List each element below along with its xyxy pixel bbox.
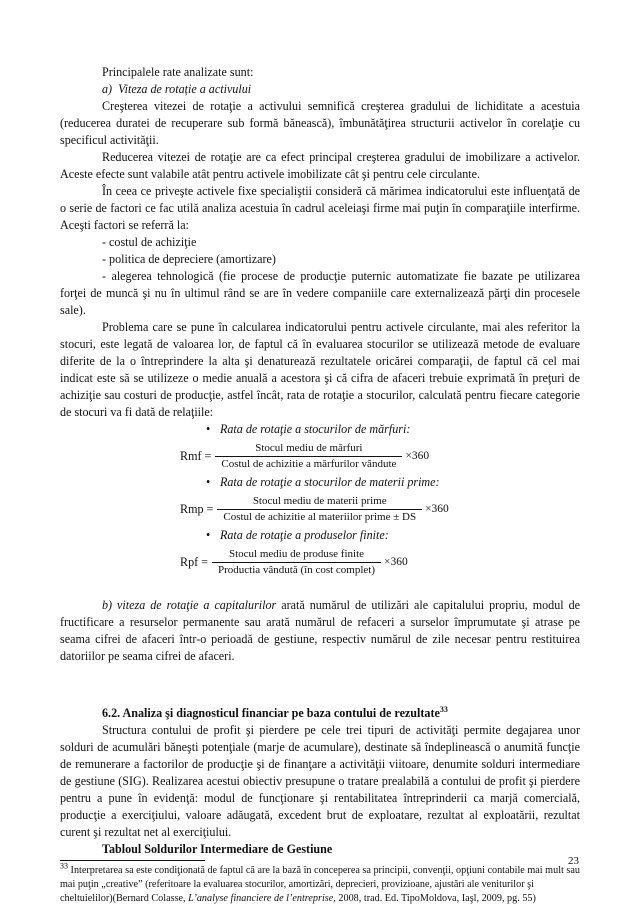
- list-item-depreciation-policy: - politica de depreciere (amortizare): [102, 252, 276, 266]
- formula-multiplier: ×360: [405, 449, 430, 462]
- fraction-denominator: Costul de achizitie a mărfurilor vândute: [221, 457, 397, 470]
- formula-lhs: Rpf =: [180, 554, 208, 569]
- paragraph-capital-turnover: [60, 597, 580, 665]
- formula-raw-materials: [60, 474, 580, 527]
- list-item-technology-choice: - alegerea tehnologică (fie procese de producţie puternic automatizate fie bazate pe utilizarea forţei de muncă şi nu în ultimul rând se are în vedere companiile care externalizează părţi din procesele sale).: [60, 269, 580, 317]
- table-title: Tabloul Soldurilor Intermediare de Gestiune: [102, 842, 333, 856]
- fraction-numerator: Stocul mediu de mărfuri: [255, 441, 363, 454]
- fraction: [215, 442, 402, 471]
- document-page: [60, 64, 580, 906]
- section-title: [60, 705, 580, 722]
- footnote-text: Interpretarea sa este condiţionată de faptul că are la bază în conceperea sa principii, convenţii, opţiuni contabile mai mult sau mai puţin „creative” (referitoare la evaluarea stocurilor, amortizări, deprecieri, provizioane, ajustări ale veniturilor şi cheltuielilor)(Bernard Colasse,: [60, 865, 580, 904]
- formula-label: Rata de rotaţie a produselor finite:: [220, 528, 389, 542]
- footnote-text-end: , 2008, trad. Ed. TipoMoldova, Iaşl, 2009, pg. 55): [333, 893, 536, 904]
- footnote-divider: [60, 860, 205, 861]
- fraction-numerator: Stocul mediu de produse finite: [228, 547, 365, 560]
- formula-multiplier: ×360: [425, 502, 449, 515]
- bullet-icon: •: [206, 475, 211, 489]
- list-item-acquisition-cost: - costul de achiziţie: [102, 235, 197, 249]
- capital-turnover-label: b) viteza de rotaţie a capitalurilor: [102, 598, 277, 612]
- fraction-denominator: Costul de achizitie al materiilor prime ± DS: [223, 510, 417, 523]
- footnote-book-title: L’analyse financiere de l’entreprise: [188, 893, 334, 904]
- paragraph-sig: Structura contului de profit şi pierdere pe cele trei tipuri de activităţi permite degajarea unor solduri de acumulări băneşti potenţiale (marje de acumulare), destinate să îndeplinească o anumită funcţie de remunerare a factorilor de producţie şi de finanţare a activităţii viitoare, denumite solduri intermediare de gestiune (SIG). Realizarea acestui obiectiv presupune o tratare prealabilă a contului de profit şi pierdere pentru a pune în evidenţă: modul de funcţionare şi rentabilitatea întreprinderii ca marjă comercială, producţie a exerciţiului, valoare adăugată, excedent brut de exploatare, rezultat al exploatării, rezultat curent şi rezultat net al exerciţiului.: [60, 723, 580, 839]
- bullet-icon: •: [206, 422, 211, 436]
- section-title-text: 6.2. Analiza şi diagnosticul financiar pe baza contului de rezultate: [102, 706, 440, 720]
- formula-label: Rata de rotaţie a stocurilor de materii prime:: [220, 475, 440, 489]
- footnote-number: 33: [60, 861, 68, 871]
- paragraph-turnover-decrease: Reducerea vitezei de rotaţie are ca efect principal creşterea gradului de imobilizare a activelor. Aceste efecte sunt valabile atât pentru activele imobilizate cât şi pentru cele circulante.: [60, 150, 580, 181]
- fraction-denominator: Productia vândută (în cost complet): [218, 563, 376, 576]
- capital-turnover-text: arată numărul de utilizări ale capitalului propriu, modul de fructificare a resurselor permanente sau arată numărul de refaceri a surselor împrumutate şi atrase pe seama cifrei de afaceri într-o perioadă de gestiune, respectiv numărul de zile necesar pentru restituirea datoriilor pe seama cifrei de afaceri.: [60, 598, 580, 663]
- paragraph-intro: Principalele rate analizate sunt:: [102, 65, 254, 79]
- fraction: [217, 495, 422, 524]
- formula-lhs: Rmf =: [180, 448, 212, 463]
- paragraph-fixed-assets: În ceea ce priveşte activele fixe specialiştii consideră că mărimea indicatorului este influenţată de o serie de factori ce fac utilă analiza acestuia în cadrul aceleiaşi firme mai puţin în comparaţiile interfirme. Aceşti factori se referră la:: [60, 184, 580, 232]
- formula-label: Rata de rotaţie a stocurilor de mărfuri:: [220, 422, 411, 436]
- heading-asset-turnover: a) Viteza de rotație a activului: [102, 82, 252, 96]
- formula-merchandise: [60, 421, 580, 474]
- fraction-numerator: Stocul mediu de materii prime: [252, 494, 387, 507]
- formula-lhs: Rmp =: [180, 501, 214, 516]
- formula-finished-products: [60, 527, 580, 580]
- paragraph-turnover-increase: Creşterea vitezei de rotaţie a activului semnifică creşterea gradului de lichiditate a acestuia (reducerea duratei de recuperare sub formă bănească), îmbunătăţirea structurii activelor în corelaţie cu specificul activităţii.: [60, 99, 580, 147]
- bullet-icon: •: [206, 528, 211, 542]
- footnote-reference[interactable]: 33: [439, 704, 448, 714]
- formula-multiplier: ×360: [384, 555, 408, 568]
- paragraph-current-assets: Problema care se pune în calcularea indicatorului pentru activele circulante, mai ales referitor la stocuri, este legată de valoarea lor, de faptul că în evaluarea stocurilor se utilizează metode de evaluare diferite de la o întreprindere la alta şi denaturează rezultatele oricărei comparaţii, de faptul că cel mai indicat este să se utilizeze o medie anuală a acestora şi că cifra de afaceri trebuie exprimată în preţuri de achiziţie sau costuri de producţie, astfel încât, rata de rotaţie a stocurilor, calculată pentru fiecare categorie de stocuri va fi dată de relaţiile:: [60, 320, 580, 419]
- page-number: 23: [568, 855, 579, 867]
- fraction: [212, 548, 381, 577]
